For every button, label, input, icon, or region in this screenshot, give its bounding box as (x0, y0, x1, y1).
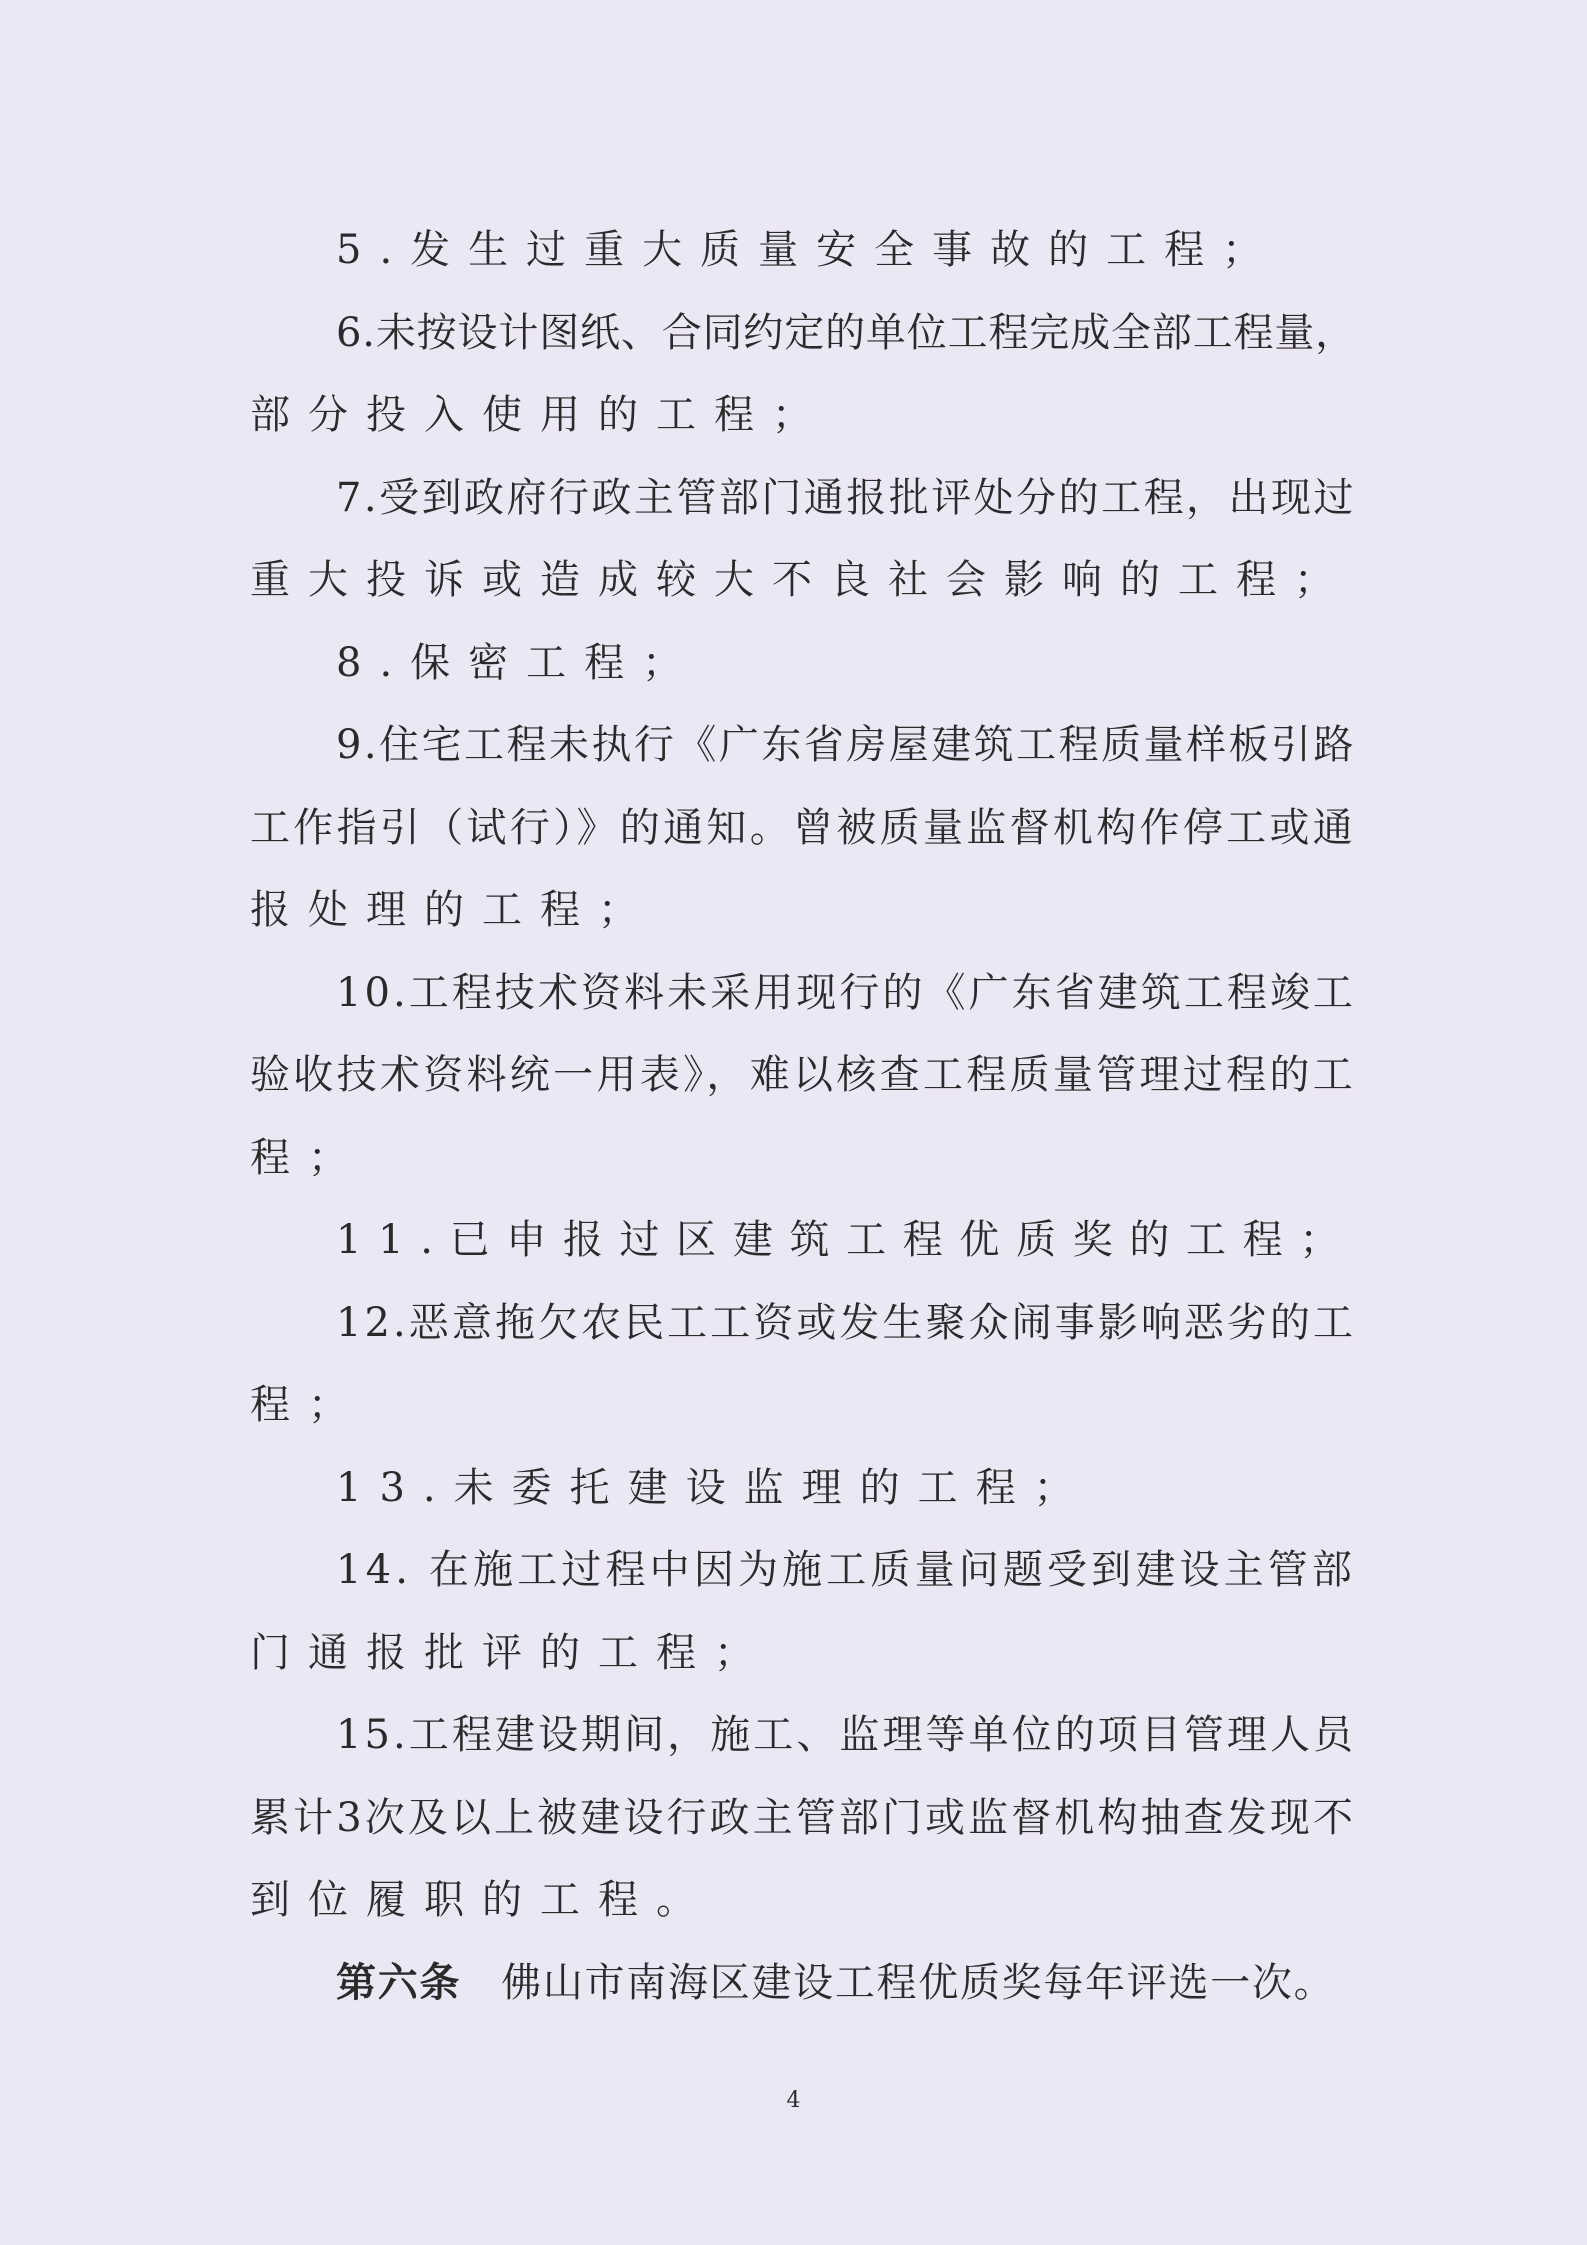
page-number: 4 (786, 2088, 801, 2113)
list-item-10-cont2: 程； (250, 1134, 366, 1181)
article-heading: 第六条 (336, 1958, 462, 2006)
list-item-13: 13.未委托建设监理的工程； (336, 1464, 1092, 1511)
list-item-9-cont2: 报处理的工程； (250, 887, 656, 933)
list-item-14: 14. 在施工过程中因为施工质量问题受到建设主管部 (336, 1547, 1357, 1593)
list-item-12: 12.恶意拖欠农民工工资或发生聚众闹事影响恶劣的工 (336, 1299, 1357, 1346)
list-item-15-cont2: 到位履职的工程。 (250, 1877, 714, 1923)
list-item-15-cont: 累计3次及以上被建设行政主管部门或监督机构抽查发现不 (250, 1794, 1357, 1841)
article-6 (250, 1942, 1360, 2025)
list-item-15: 15.工程建设期间，施工、监理等单位的项目管理人员 (336, 1712, 1357, 1758)
document-body (250, 209, 1360, 2024)
list-item-14-cont: 门通报批评的工程； (250, 1629, 772, 1676)
list-item-8: 8.保密工程； (336, 639, 701, 686)
article-text: 佛山市南海区建设工程优质奖每年评选一次。 (501, 1959, 1336, 2006)
list-item-10: 10.工程技术资料未采用现行的《广东省建筑工程竣工 (336, 969, 1357, 1016)
list-item-9-cont: 工作指引（试行）》的通知。曾被质量监督机构作停工或通 (250, 804, 1357, 851)
list-item-7-cont: 重大投诉或造成较大不良社会影响的工程； (250, 557, 1352, 603)
list-item-5: 5.发生过重大质量安全事故的工程； (336, 227, 1281, 273)
list-item-6-cont: 部分投入使用的工程； (250, 392, 830, 438)
list-item-12-cont: 程； (250, 1382, 366, 1428)
list-item-11: 11.已申报过区建筑工程优质奖的工程； (336, 1217, 1356, 1263)
list-item-7: 7.受到政府行政主管部门通报批评处分的工程，出现过 (336, 474, 1356, 521)
list-item-10-cont: 验收技术资料统一用表》，难以核查工程质量管理过程的工 (250, 1052, 1357, 1098)
list-item-9: 9.住宅工程未执行《广东省房屋建筑工程质量样板引路 (336, 722, 1356, 768)
list-item-6: 6.未按设计图纸、合同约定的单位工程完成全部工程量， (336, 309, 1357, 356)
